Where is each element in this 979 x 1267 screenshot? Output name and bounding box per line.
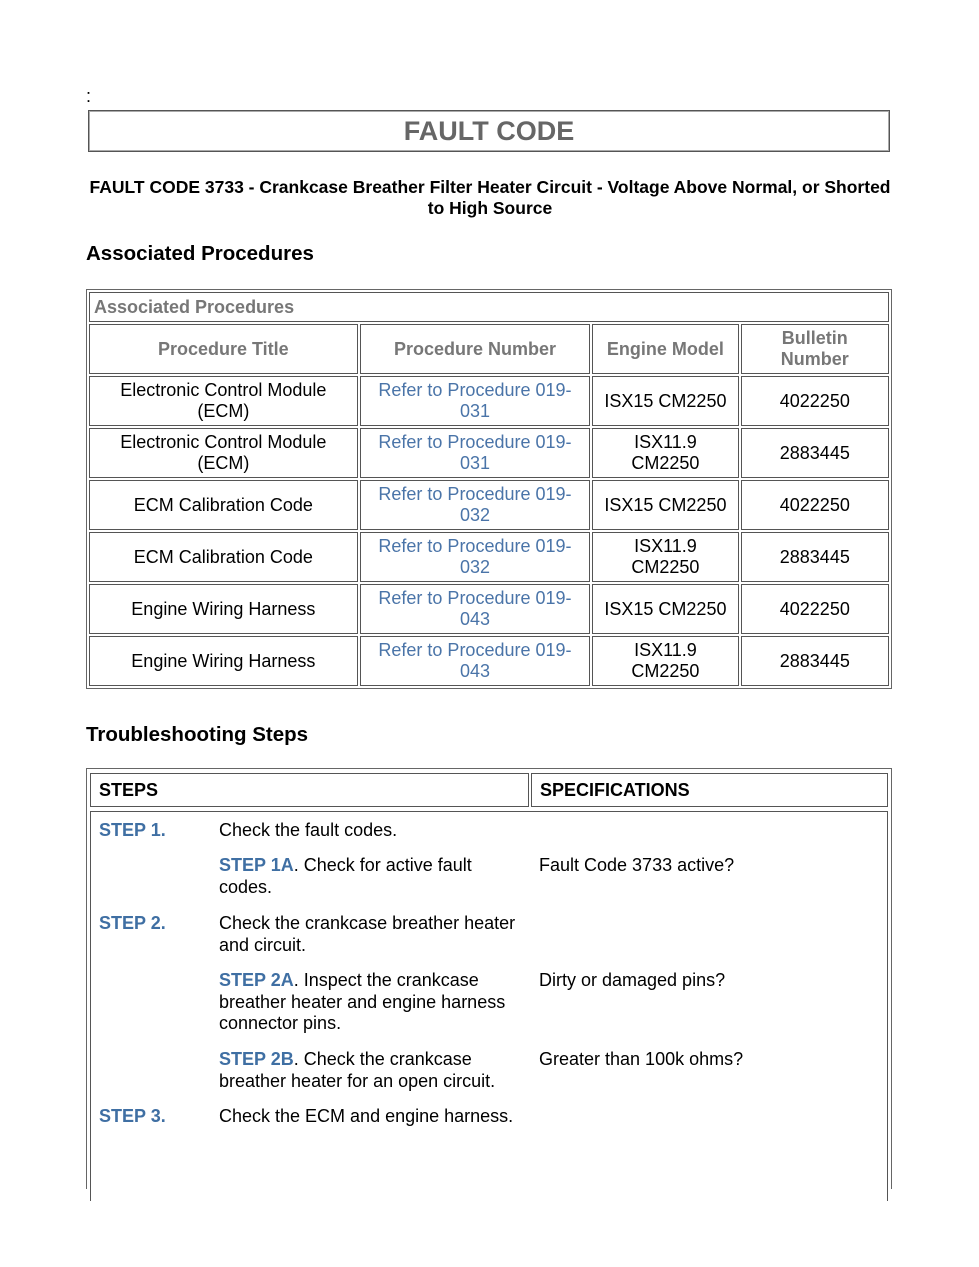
procedure-title: Engine Wiring Harness [89, 584, 358, 634]
specifications-column-header: SPECIFICATIONS [531, 773, 888, 807]
procedure-link[interactable]: Refer to Procedure 019-043 [378, 640, 572, 681]
banner-title: FAULT CODE [403, 115, 575, 146]
step-2b-text: . Check the crankcase breather heater for an open circuit. [219, 1049, 496, 1091]
step-1-link[interactable]: STEP 1. [99, 820, 166, 840]
bulletin-number: 2883445 [741, 428, 889, 478]
engine-model: ISX15 CM2250 [592, 376, 738, 426]
procedure-link[interactable]: Refer to Procedure 019-031 [378, 380, 572, 421]
column-header: Procedure Title [89, 324, 358, 374]
engine-model: ISX15 CM2250 [592, 584, 738, 634]
steps-body [90, 811, 888, 1201]
step-1a-link[interactable]: STEP 1A [219, 855, 294, 875]
engine-model: ISX11.9 CM2250 [592, 532, 738, 582]
procedure-title: ECM Calibration Code [89, 480, 358, 530]
procedure-title: Engine Wiring Harness [89, 636, 358, 686]
table-header-row [89, 324, 889, 374]
procedure-title: Electronic Control Module (ECM) [89, 428, 358, 478]
step-3-link[interactable]: STEP 3. [99, 1106, 166, 1126]
table-row [89, 636, 889, 686]
bulletin-number: 2883445 [741, 532, 889, 582]
column-header: Bulletin Number [741, 324, 889, 374]
step-1a-text: . Check for active fault codes. [219, 855, 472, 897]
step-2a [219, 970, 529, 1035]
step-3-text: Check the ECM and engine harness. [219, 1106, 514, 1126]
step-2a-link[interactable]: STEP 2A [219, 970, 294, 990]
column-header: Engine Model [592, 324, 738, 374]
engine-model: ISX11.9 CM2250 [592, 636, 738, 686]
step-2-text: Check the crankcase breather heater and circuit. [219, 913, 516, 955]
procedure-link[interactable]: Refer to Procedure 019-032 [378, 484, 572, 525]
bulletin-number: 4022250 [741, 584, 889, 634]
associated-procedures-heading: Associated Procedures [86, 242, 314, 265]
table-row [89, 584, 889, 634]
procedure-title: Electronic Control Module (ECM) [89, 376, 358, 426]
fault-title: FAULT CODE 3733 - Crankcase Breather Filter Heater Circuit - Voltage Above Normal, or Shorted to High Source [89, 177, 891, 218]
step-2a-spec: Dirty or damaged pins? [539, 970, 726, 990]
steps-column-header: STEPS [90, 773, 529, 807]
step-1-text: Check the fault codes. [219, 820, 398, 840]
table-row [89, 376, 889, 426]
step-2b-spec: Greater than 100k ohms? [539, 1049, 744, 1069]
table-caption: Associated Procedures [89, 292, 889, 322]
engine-model: ISX15 CM2250 [592, 480, 738, 530]
bulletin-number: 2883445 [741, 636, 889, 686]
column-header: Procedure Number [360, 324, 591, 374]
step-2b-link[interactable]: STEP 2B [219, 1049, 294, 1069]
step-2b [219, 1049, 529, 1092]
troubleshooting-steps-heading: Troubleshooting Steps [86, 723, 309, 746]
bulletin-number: 4022250 [741, 480, 889, 530]
table-row [89, 428, 889, 478]
procedure-link[interactable]: Refer to Procedure 019-032 [378, 536, 572, 577]
procedure-link[interactable]: Refer to Procedure 019-043 [378, 588, 572, 629]
procedure-link[interactable]: Refer to Procedure 019-031 [378, 432, 572, 473]
procedure-title: ECM Calibration Code [89, 532, 358, 582]
step-1a [219, 855, 529, 898]
step-2a-text: . Inspect the crankcase breather heater and engine harness connector pins. [219, 970, 506, 1033]
associated-procedures-table [86, 289, 892, 689]
prefix-colon: : [86, 86, 92, 106]
step-2-link[interactable]: STEP 2. [99, 913, 166, 933]
engine-model: ISX11.9 CM2250 [592, 428, 738, 478]
step-1a-spec: Fault Code 3733 active? [539, 855, 735, 875]
bulletin-number: 4022250 [741, 376, 889, 426]
table-row [89, 480, 889, 530]
fault-code-banner [88, 110, 890, 152]
table-row [89, 532, 889, 582]
troubleshooting-table [86, 768, 892, 1189]
